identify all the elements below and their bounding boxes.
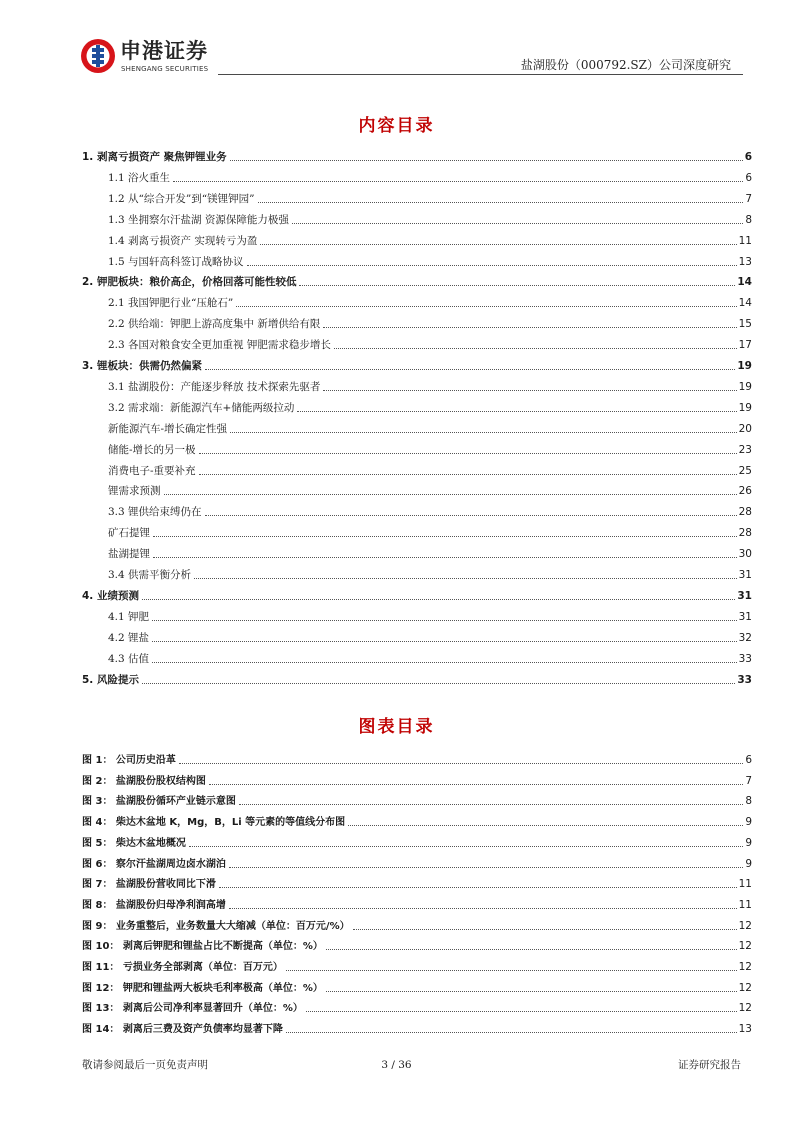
entry-page-number: 26 <box>738 485 752 497</box>
entry-label: 图 13： 剥离后公司净利率显著回升（单位：%） <box>82 1003 303 1014</box>
entry-label: 图 9： 业务重整后，业务数量大大缩减（单位：百万元/%） <box>82 921 350 932</box>
entry-label: 图 2： 盐湖股份股权结构图 <box>82 776 206 787</box>
brand-name-en: SHENGANG SECURITIES <box>121 65 209 73</box>
entry-label: 3. 锂板块：供需仍然偏紧 <box>82 360 202 372</box>
figure-list-entry[interactable] <box>82 919 752 933</box>
toc-entry[interactable] <box>108 213 752 227</box>
dot-leader <box>286 1032 737 1033</box>
entry-label: 图 1： 公司历史沿革 <box>82 755 176 766</box>
dot-leader <box>258 202 744 203</box>
entry-page-number: 12 <box>738 940 752 952</box>
entry-page-number: 23 <box>738 444 752 456</box>
entry-page-number: 19 <box>738 381 752 393</box>
dot-leader <box>239 804 743 805</box>
entry-page-number: 7 <box>745 193 752 205</box>
toc-entry[interactable] <box>108 547 752 561</box>
toc-entry[interactable] <box>108 234 752 248</box>
toc-entry[interactable] <box>108 296 752 310</box>
entry-page-number: 11 <box>738 878 752 890</box>
dot-leader <box>334 348 737 349</box>
entry-page-number: 28 <box>738 527 752 539</box>
entry-label: 3.3 锂供给束缚仍在 <box>108 506 202 518</box>
dot-leader <box>142 599 735 600</box>
entry-page-number: 6 <box>745 172 752 184</box>
dot-leader <box>152 620 737 621</box>
entry-page-number: 30 <box>738 548 752 560</box>
entry-page-number: 33 <box>737 674 752 686</box>
entry-label: 图 5： 柴达木盆地概况 <box>82 838 186 849</box>
figure-list-entry[interactable] <box>82 1001 752 1015</box>
entry-page-number: 33 <box>738 653 752 665</box>
dot-leader <box>286 970 737 971</box>
entry-label: 图 8： 盐湖股份归母净利润高增 <box>82 900 226 911</box>
dot-leader <box>205 369 735 370</box>
figure-list-entry[interactable] <box>82 939 752 953</box>
dot-leader <box>153 557 737 558</box>
figure-list-entry[interactable] <box>82 857 752 871</box>
entry-label: 图 3： 盐湖股份循环产业链示意图 <box>82 796 236 807</box>
entry-label: 1. 剥离亏损资产 聚焦钾锂业务 <box>82 151 227 163</box>
entry-page-number: 19 <box>737 360 752 372</box>
entry-page-number: 8 <box>745 795 752 807</box>
entry-page-number: 31 <box>738 611 752 623</box>
figure-list-entry[interactable] <box>82 1022 752 1036</box>
entry-page-number: 14 <box>737 276 752 288</box>
entry-page-number: 13 <box>738 1023 752 1035</box>
dot-leader <box>292 223 743 224</box>
header-divider <box>218 74 743 75</box>
entry-label: 图 10： 剥离后钾肥和锂盐占比不断提高（单位：%） <box>82 941 323 952</box>
dot-leader <box>164 494 737 495</box>
entry-page-number: 28 <box>738 506 752 518</box>
entry-page-number: 7 <box>745 775 752 787</box>
entry-page-number: 12 <box>738 982 752 994</box>
entry-label: 锂需求预测 <box>108 485 161 497</box>
entry-label: 图 11： 亏损业务全部剥离（单位：百万元） <box>82 962 283 973</box>
toc-entry[interactable] <box>108 652 752 666</box>
entry-label: 图 7： 盐湖股份营收同比下滑 <box>82 879 216 890</box>
toc-entry[interactable] <box>108 484 752 498</box>
toc-title: 内容目录 <box>358 116 435 136</box>
entry-page-number: 11 <box>738 235 752 247</box>
entry-label: 新能源汽车-增长确定性强 <box>108 423 228 435</box>
entry-page-number: 6 <box>745 754 752 766</box>
toc-entry[interactable] <box>108 338 752 352</box>
page-footer <box>0 1057 793 1077</box>
figure-list-entry[interactable] <box>82 753 752 767</box>
toc-entry[interactable] <box>82 275 752 289</box>
entry-page-number: 9 <box>745 858 752 870</box>
entry-page-number: 12 <box>738 961 752 973</box>
entry-label: 5. 风险提示 <box>82 674 139 686</box>
entry-label: 4.1 钾肥 <box>108 611 150 623</box>
entry-page-number: 31 <box>737 590 752 602</box>
entry-label: 4.2 锂盐 <box>108 632 150 644</box>
dot-leader <box>199 453 737 454</box>
toc-entry[interactable] <box>82 673 752 687</box>
entry-label: 1.1 浴火重生 <box>108 172 171 184</box>
entry-label: 消费电子-重要补充 <box>108 465 196 477</box>
dot-leader <box>173 181 743 182</box>
toc-entry[interactable] <box>82 359 752 373</box>
entry-label: 2.3 各国对粮食安全更加重视 钾肥需求稳步增长 <box>108 339 331 351</box>
shengang-logo-icon <box>80 38 116 74</box>
entry-label: 3.1 盐湖股份：产能逐步释放 技术探索先驱者 <box>108 381 321 393</box>
entry-page-number: 25 <box>738 465 752 477</box>
dot-leader <box>323 327 736 328</box>
disclaimer-note: 敬请参阅最后一页免责声明 <box>82 1059 208 1071</box>
dot-leader <box>230 160 743 161</box>
entry-label: 4.3 估值 <box>108 653 150 665</box>
dot-leader <box>323 390 736 391</box>
toc-entry[interactable] <box>108 171 752 185</box>
dot-leader <box>179 763 743 764</box>
entry-label: 2. 钾肥板块：粮价高企，价格回落可能性较低 <box>82 276 297 288</box>
dot-leader <box>153 536 737 537</box>
figure-list-entry[interactable] <box>82 877 752 891</box>
entry-page-number: 13 <box>738 256 752 268</box>
report-title: 盐湖股份（000792.SZ）公司深度研究 <box>520 58 731 72</box>
entry-page-number: 32 <box>738 632 752 644</box>
dot-leader <box>247 265 737 266</box>
entry-page-number: 6 <box>744 151 752 163</box>
dot-leader <box>194 578 737 579</box>
dot-leader <box>306 1011 737 1012</box>
toc-entry[interactable] <box>108 443 752 457</box>
toc-entry[interactable] <box>108 526 752 540</box>
dot-leader <box>353 929 737 930</box>
figure-list-entry[interactable] <box>82 960 752 974</box>
dot-leader <box>230 432 737 433</box>
entry-label: 图 6： 察尔汗盐湖周边卤水湖泊 <box>82 859 226 870</box>
page-number: 3 / 36 <box>381 1059 412 1071</box>
figure-list-entry[interactable] <box>82 794 752 808</box>
dot-leader <box>189 846 743 847</box>
entry-label: 1.3 坐拥察尔汗盐湖 资源保障能力极强 <box>108 214 289 226</box>
toc-entry[interactable] <box>108 255 752 269</box>
entry-page-number: 14 <box>738 297 752 309</box>
toc-entry[interactable] <box>108 422 752 436</box>
entry-label: 1.2 从“综合开发”到“镁锂钾园” <box>108 193 255 205</box>
dot-leader <box>236 306 736 307</box>
report-type: 证券研究报告 <box>678 1059 741 1071</box>
entry-page-number: 15 <box>738 318 752 330</box>
entry-page-number: 12 <box>738 1002 752 1014</box>
toc-entry[interactable] <box>108 505 752 519</box>
entry-page-number: 9 <box>745 816 752 828</box>
entry-page-number: 11 <box>738 899 752 911</box>
figure-list-entry[interactable] <box>82 836 752 850</box>
dot-leader <box>299 285 735 286</box>
entry-label: 矿石提锂 <box>108 527 150 539</box>
figure-list-entry[interactable] <box>82 898 752 912</box>
figure-list-entry[interactable] <box>82 815 752 829</box>
toc-entry[interactable] <box>108 401 752 415</box>
entry-label: 3.2 需求端：新能源汽车+储能两级拉动 <box>108 402 295 414</box>
dot-leader <box>152 641 737 642</box>
dot-leader <box>142 683 735 684</box>
dot-leader <box>152 662 737 663</box>
brand-name: 申港证券 <box>120 39 208 63</box>
page-header <box>0 0 793 80</box>
entry-label: 3.4 供需平衡分析 <box>108 569 192 581</box>
entry-label: 图 12： 钾肥和锂盐两大板块毛利率极高（单位：%） <box>82 983 323 994</box>
entry-label: 1.5 与国轩高科签订战略协议 <box>108 256 244 268</box>
toc-entry[interactable] <box>108 464 752 478</box>
entry-label: 图 14： 剥离后三费及资产负债率均显著下降 <box>82 1024 283 1035</box>
toc-entry[interactable] <box>108 317 752 331</box>
entry-label: 2.1 我国钾肥行业“压舱石” <box>108 297 234 309</box>
toc-entry[interactable] <box>108 380 752 394</box>
entry-page-number: 12 <box>738 920 752 932</box>
figure-list-entry[interactable] <box>82 981 752 995</box>
dot-leader <box>229 867 743 868</box>
entry-label: 1.4 剥离亏损资产 实现转亏为盈 <box>108 235 258 247</box>
entry-page-number: 20 <box>738 423 752 435</box>
dot-leader <box>209 784 743 785</box>
dot-leader <box>229 908 737 909</box>
toc-entry[interactable] <box>108 631 752 645</box>
entry-label: 盐湖提锂 <box>108 548 150 560</box>
toc-entry[interactable] <box>82 589 752 603</box>
figure-list-title: 图表目录 <box>358 717 435 737</box>
toc-entry[interactable] <box>108 192 752 206</box>
entry-label: 图 4： 柴达木盆地 K，Mg，B，Li 等元素的等值线分布图 <box>82 817 346 828</box>
toc-entry[interactable] <box>108 610 752 624</box>
dot-leader <box>219 887 737 888</box>
entry-page-number: 31 <box>738 569 752 581</box>
dot-leader <box>326 991 737 992</box>
entry-label: 4. 业绩预测 <box>82 590 139 602</box>
dot-leader <box>199 474 737 475</box>
dot-leader <box>297 411 736 412</box>
dot-leader <box>348 825 743 826</box>
dot-leader <box>260 244 736 245</box>
toc-entry[interactable] <box>82 150 752 164</box>
entry-page-number: 8 <box>745 214 752 226</box>
entry-page-number: 19 <box>738 402 752 414</box>
entry-page-number: 9 <box>745 837 752 849</box>
dot-leader <box>326 949 737 950</box>
entry-label: 储能-增长的另一极 <box>108 444 196 456</box>
entry-page-number: 17 <box>738 339 752 351</box>
figure-list-entry[interactable] <box>82 774 752 788</box>
entry-label: 2.2 供给端：钾肥上游高度集中 新增供给有限 <box>108 318 321 330</box>
toc-entry[interactable] <box>108 568 752 582</box>
dot-leader <box>205 515 737 516</box>
